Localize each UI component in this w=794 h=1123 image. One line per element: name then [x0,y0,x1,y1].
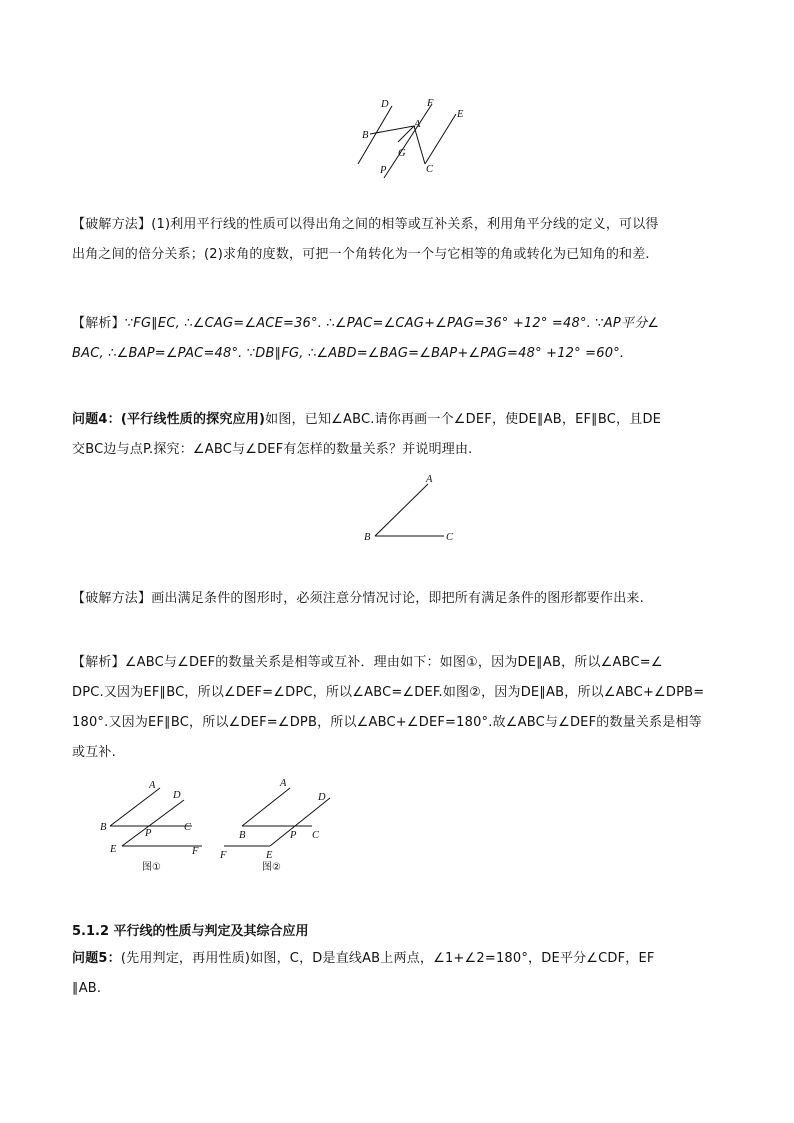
text-line: 180°.又因为EF∥BC，所以∠DEF=∠DPB，所以∠ABC+∠DEF=180°.故∠ABC与∠DEF的数量关系是相等 [72,715,702,730]
text: 如图，已知∠ABC.请你再画一个∠DEF，使DE∥AB，EF∥BC，且DE [265,412,662,427]
label-G: G [398,148,406,159]
label-A: A [149,780,156,791]
text: 画出满足条件的图形时，必须注意分情况讨论，即把所有满足条件的图形都要作出来. [151,591,644,606]
label-P: P [380,165,387,176]
label-D: D [381,99,389,110]
text-line [72,309,722,339]
caption-figure-1: 图① [142,862,161,873]
text: (1)利用平行线的性质可以得出角之间的相等或互补关系，利用角平分线的定义，可以得 [151,217,659,232]
label-C: C [312,830,320,841]
tag-method: 【破解方法】 [72,591,152,606]
figure-parallel-lines-top [340,92,480,184]
text: (先用判定，再用性质)如图，C，D是直线AB上两点，∠1+∠2=180°，DE平分∠CDF，EF [120,951,655,966]
text-line: 交BC边与点P.探究：∠ABC与∠DEF有怎样的数量关系？并说明理由. [72,442,473,457]
label-A: A [280,778,287,789]
text-line [72,944,722,974]
label-C: C [426,164,434,175]
figure-pair [92,770,352,880]
label-A: A [426,474,433,485]
tag-analysis: 【解析】 [72,655,125,670]
problem-4-title: 问题4：(平行线性质的探究应用) [72,412,266,427]
label-A: A [414,119,421,130]
label-E: E [457,109,464,120]
tag-method: 【破解方法】 [72,217,152,232]
label-D: D [318,792,326,803]
label-C: C [446,532,454,543]
label-B: B [362,130,369,141]
problem-5-title: 问题5： [72,951,121,966]
label-E: E [110,844,117,855]
analysis-2 [72,648,722,768]
label-B: B [364,532,371,543]
label-E: E [266,850,273,861]
label-C: C [184,822,192,833]
section-heading: 5.1.2 平行线的性质与判定及其综合应用 [72,924,309,939]
problem-5 [72,944,722,1004]
text-line [72,210,722,240]
label-B: B [239,830,246,841]
analysis-1 [72,309,722,369]
text: ∠ABC与∠DEF的数量关系是相等或互补．理由如下：如图①，因为DE∥AB，所以∠ABC=∠ [124,655,663,670]
text-line [72,405,722,435]
solution-method-1 [72,210,722,270]
label-F: F [220,850,227,861]
tag-analysis: 【解析】 [72,316,125,331]
text-line: 出角之间的倍分关系；(2)求角的度数，可把一个角转化为一个与它相等的角或转化为已知角的和差. [72,247,650,262]
caption-figure-2: 图② [262,862,281,873]
problem-4 [72,405,722,465]
text-line [72,648,722,678]
text-line: 或互补. [72,745,116,760]
label-D: D [173,790,181,801]
text-line [72,584,722,614]
label-P: P [145,828,152,839]
text-line: ∥AB. [72,981,102,996]
label-F: F [192,846,199,857]
label-F: F [427,98,434,109]
figure-angle-abc [360,470,470,550]
label-B: B [100,822,107,833]
text: ∵FG∥EC, ∴∠CAG=∠ACE=36°. ∴∠PAC=∠CAG+∠PAG=36° +12° =48°. ∵AP平分∠ [124,316,660,331]
text-line: BAC, ∴∠BAP=∠PAC=48°. ∵DB∥FG, ∴∠ABD=∠BAG=∠BAP+∠PAG=48° +12° =60°. [72,346,625,361]
text-line: DPC.又因为EF∥BC，所以∠DEF=∠DPC，所以∠ABC=∠DEF.如图②，因为DE∥AB，所以∠ABC+∠DPB= [72,685,705,700]
label-P: P [290,830,297,841]
solution-method-2 [72,584,722,614]
